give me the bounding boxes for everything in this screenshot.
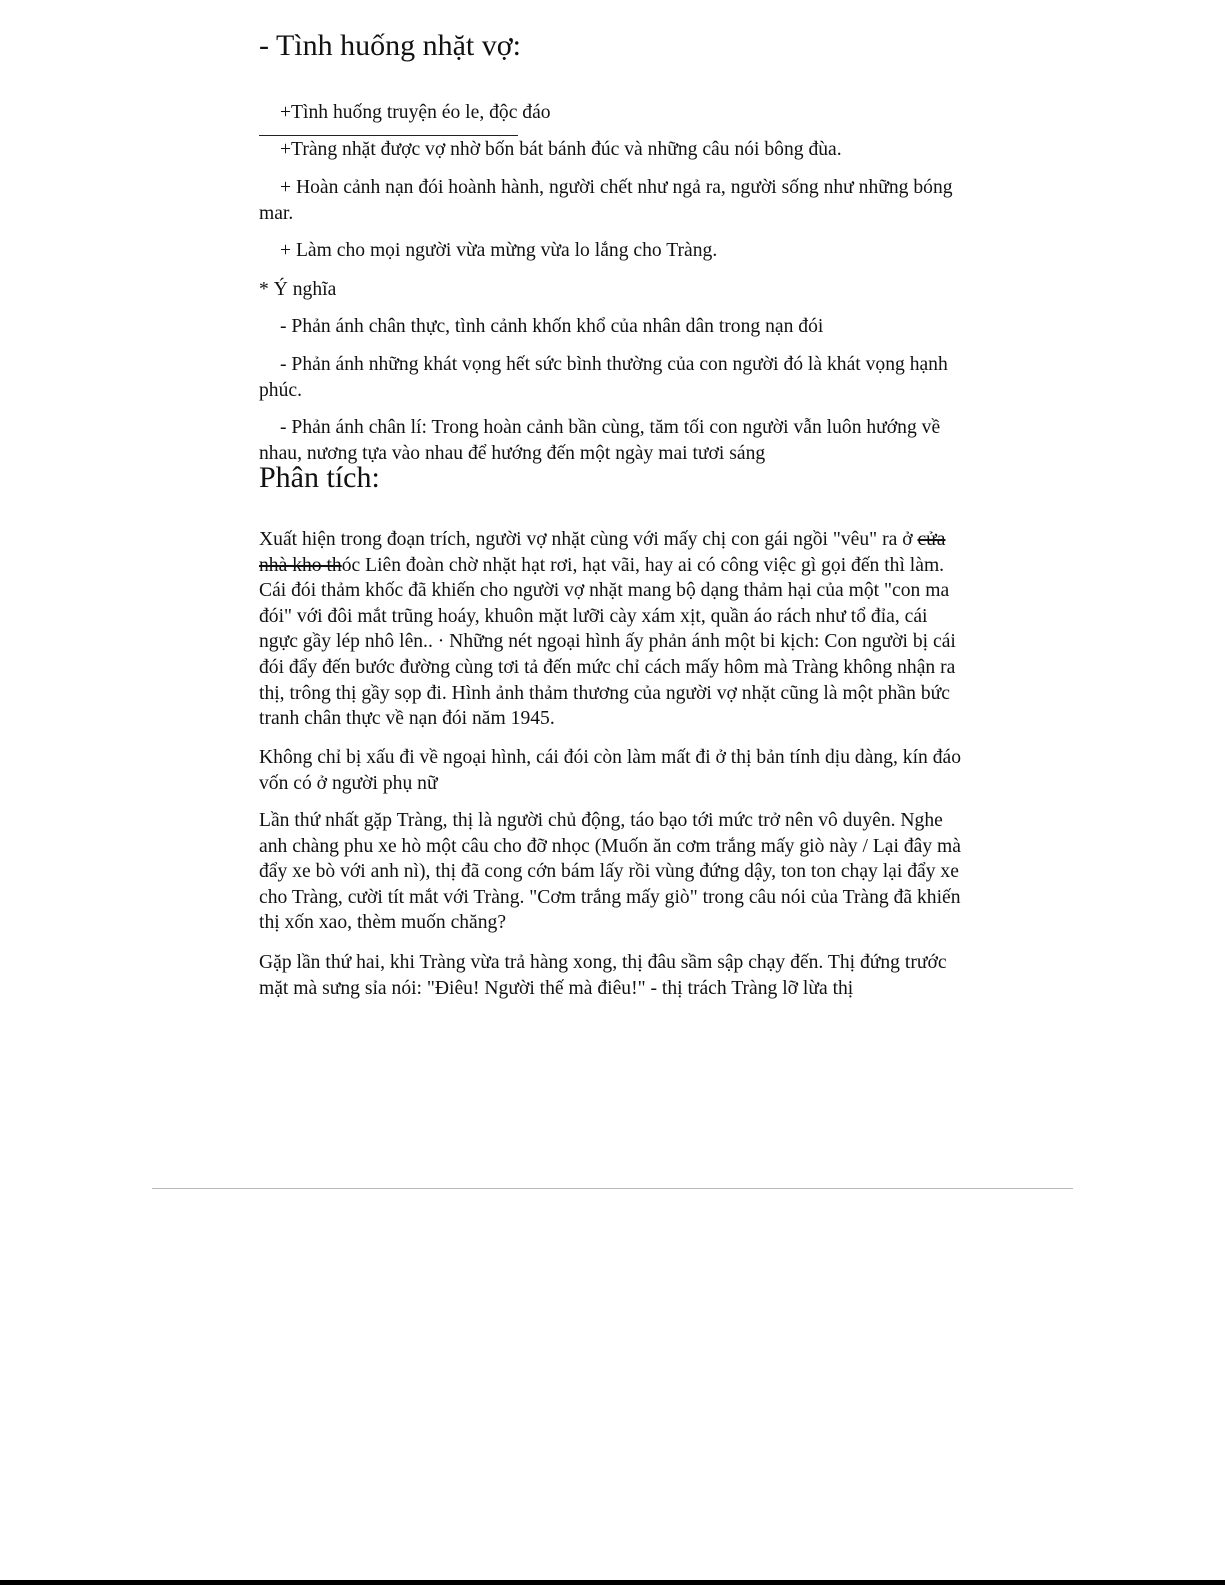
list-item: + Làm cho mọi người vừa mừng vừa lo lắng cho Tràng.	[280, 240, 718, 261]
analysis-paragraph: Gặp lần thứ hai, khi Tràng vừa trả hàng xong, thị đâu sầm sập chạy đến. Thị đứng trước mặt mà sưng sỉa nói: "Điêu! Người thế mà điêu!" - thị trách Tràng lỡ lừa thị	[259, 952, 947, 999]
section-heading-phan-tich: Phân tích:	[259, 461, 380, 494]
list-item: + Hoàn cảnh nạn đói hoành hành, người chết như ngả ra, người sống như những bóng mar.	[259, 177, 953, 224]
meaning-label: * Ý nghĩa	[259, 279, 337, 300]
pen-underline-stroke	[259, 135, 518, 136]
page-divider	[152, 1188, 1073, 1189]
section-heading-tinh-huong: - Tình huống nhặt vợ:	[259, 29, 521, 62]
paragraph-text-start: Xuất hiện trong đoạn trích, người vợ nhặt cùng với mấy chị con gái ngồi "vêu" ra ở	[259, 529, 918, 550]
meaning-item: - Phản ánh chân lí: Trong hoàn cảnh bần cùng, tăm tối con người vẫn luôn hướng về nhau, nương tựa vào nhau để hướng đến một ngày mai tươi sáng	[259, 417, 941, 464]
analysis-paragraph	[259, 527, 964, 732]
struck-through-text: cửa nhà kho th	[259, 529, 946, 576]
meaning-item: - Phản ánh những khát vọng hết sức bình thường của con người đó là khát vọng hạnh phúc.	[259, 354, 948, 401]
analysis-paragraph: Không chỉ bị xấu đi về ngoại hình, cái đói còn làm mất đi ở thị bản tính dịu dàng, kín đáo vốn có ở người phụ nữ	[259, 747, 962, 794]
analysis-paragraph: Lần thứ nhất gặp Tràng, thị là người chủ động, táo bạo tới mức trở nên vô duyên. Nghe anh chàng phu xe hò một câu cho đỡ nhọc (Muốn ăn cơm trắng mấy giò này / Lại đây mà đẩy xe bò với anh nì), thị đã cong cớn bám lấy rồi vùng đứng dậy, ton ton chạy lại đẩy xe cho Tràng, cười tít mắt với Tràng. "Cơm trắng mấy giò" trong câu nói của Tràng đã khiến thị xốn xao, thèm muốn chăng?	[259, 810, 961, 934]
paragraph-text-rest: óc Liên đoàn chờ nhặt hạt rơi, hạt vãi, hay ai có công việc gì gọi đến thì làm. Cái đói thảm khốc đã khiến cho người vợ nhặt mang bộ dạng thảm hại của một "con ma đói" với đôi mắt trũng hoáy, khuôn mặt lưỡi cày xám xịt, quần áo rách như tổ đỉa, cái ngực gầy lép nhô lên.. · Những nét ngoại hình ấy phản ánh một bi kịch: Con người bị cái đói đẩy đến bước đường cùng tơi tả đến mức chỉ cách mấy hôm mà Tràng không nhận ra thị, trông thị gầy sọp đi. Hình ảnh thảm thương của người vợ nhặt cũng là một phần bức tranh chân thực về nạn đói năm 1945.	[259, 554, 956, 730]
list-item: +Tràng nhặt được vợ nhờ bốn bát bánh đúc và những câu nói bông đùa.	[280, 139, 842, 160]
bottom-edge-bar	[0, 1580, 1225, 1585]
meaning-item: - Phản ánh chân thực, tình cảnh khốn khổ của nhân dân trong nạn đói	[280, 316, 824, 337]
list-item: +Tình huống truyện éo le, độc đáo	[280, 102, 551, 123]
